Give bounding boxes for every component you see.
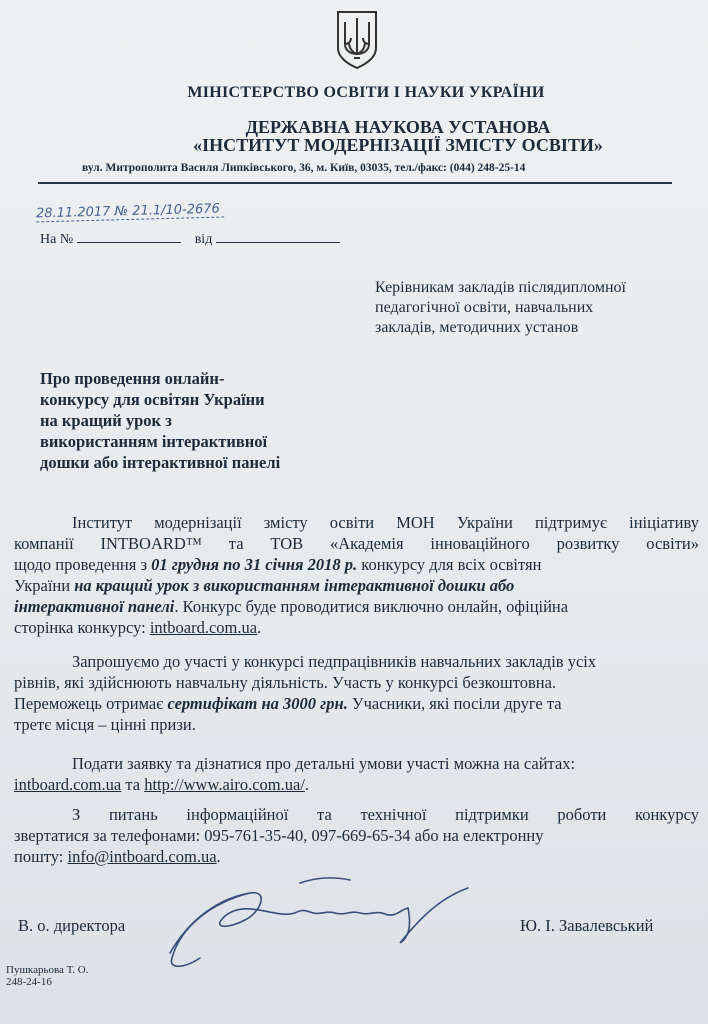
body-line: щодо проведення з 01 грудня по 31 січня 2018 р. конкурсу для всіх освітян — [14, 555, 542, 574]
na-blank — [77, 230, 181, 243]
intboard-link[interactable]: intboard.com.ua — [149, 618, 258, 637]
subject-line: Про проведення онлайн- — [40, 369, 225, 388]
subject-line: конкурсу для освітян України — [40, 390, 265, 409]
contest-topic: на кращий урок з використанням інтерактивної дошки або — [74, 576, 515, 595]
body-line: звертатися за телефонами: 095-761-35-40, 097-669-65-34 або на електронну — [14, 826, 544, 845]
executor-phone: 248-24-16 — [6, 976, 52, 988]
signer-role: В. о. директора — [18, 916, 126, 935]
na-label: На № — [40, 232, 74, 247]
airo-link[interactable]: http://www.airo.com.ua/ — [144, 775, 305, 794]
handwritten-signature — [150, 858, 490, 978]
body-line: Запрошуємо до участі у конкурсі педпрацівників навчальних закладів усіх — [72, 652, 597, 671]
body-line: З питань інформаційної та технічної підтримки роботи конкурсу — [72, 805, 699, 824]
subject-line: дошки або інтерактивної панелі — [40, 453, 281, 472]
trident-emblem-icon — [334, 8, 380, 70]
header-divider — [38, 182, 672, 184]
vid-label: від — [194, 232, 213, 247]
body-line: сторінка конкурсу: intboard.com.ua. — [14, 618, 262, 637]
body-line: компанії INTBOARD™ та ТОВ «Академія інноваційного розвитку освіти» — [14, 534, 699, 553]
intboard-link[interactable]: intboard.com.ua — [14, 775, 122, 794]
addressee-block — [375, 278, 695, 338]
body-line: Переможець отримає сертифікат на 3000 грн. Учасники, які посіли друге та — [14, 694, 562, 713]
body-line: інтерактивної панелі. Конкурс буде проводитися виключно онлайн, офіційна — [14, 597, 569, 616]
executor-name: Пушкарьова Т. О. — [6, 964, 89, 976]
body-line: intboard.com.ua та http://www.airo.com.ua/. — [14, 775, 310, 794]
addressee-line: закладів, методичних установ — [375, 319, 579, 336]
addressee-line: Керівникам закладів післядипломної — [375, 279, 626, 296]
signer-name: Ю. І. Завалевський — [520, 916, 654, 935]
body-line: Інститут модернізації змісту освіти МОН України підтримує ініціативу — [72, 513, 699, 532]
paragraph-3 — [14, 753, 699, 795]
body-line: рівнів, які здійснюють навчальну діяльність. Участь у конкурсі безкоштовна. — [14, 673, 557, 692]
org-title-line1: ДЕРЖАВНА НАУКОВА УСТАНОВА — [245, 117, 551, 137]
body-line: Подати заявку та дізнатися про детальні умови участі можна на сайтах: — [72, 754, 576, 773]
body-line: України на кращий урок з використанням інтерактивної дошки або — [14, 576, 515, 595]
org-address: вул. Митрополита Василя Липківського, 36, м. Київ, 03035, тел./факс: (044) 248-25-14 — [82, 162, 526, 174]
email-link[interactable]: info@intboard.com.ua — [67, 847, 217, 866]
paragraph-1 — [14, 512, 699, 638]
ministry-title: МІНІСТЕРСТВО ОСВІТИ І НАУКИ УКРАЇНИ — [187, 84, 545, 101]
addressee-line: педагогічної освіти, навчальних — [375, 299, 594, 316]
handwritten-reference: 28.11.2017 № 21.1/10-2676 — [36, 202, 220, 222]
executor-block — [6, 964, 88, 988]
org-title-line2: «ІНСТИТУТ МОДЕРНІЗАЦІЇ ЗМІСТУ ОСВІТИ» — [193, 135, 603, 155]
vid-blank — [216, 230, 340, 243]
body-line: третє місця – цінні призи. — [14, 715, 196, 734]
body-line: пошту: info@intboard.com.ua. — [14, 847, 221, 866]
contest-dates: 01 грудня по 31 січня 2018 р. — [151, 555, 358, 574]
subject-line: на кращий урок з — [40, 411, 172, 430]
paragraph-2 — [14, 651, 699, 735]
reference-line — [40, 230, 340, 248]
subject-line: використанням інтерактивної — [40, 432, 268, 451]
subject-block — [40, 368, 280, 473]
prize-certificate: сертифікат на 3000 грн. — [167, 694, 348, 713]
